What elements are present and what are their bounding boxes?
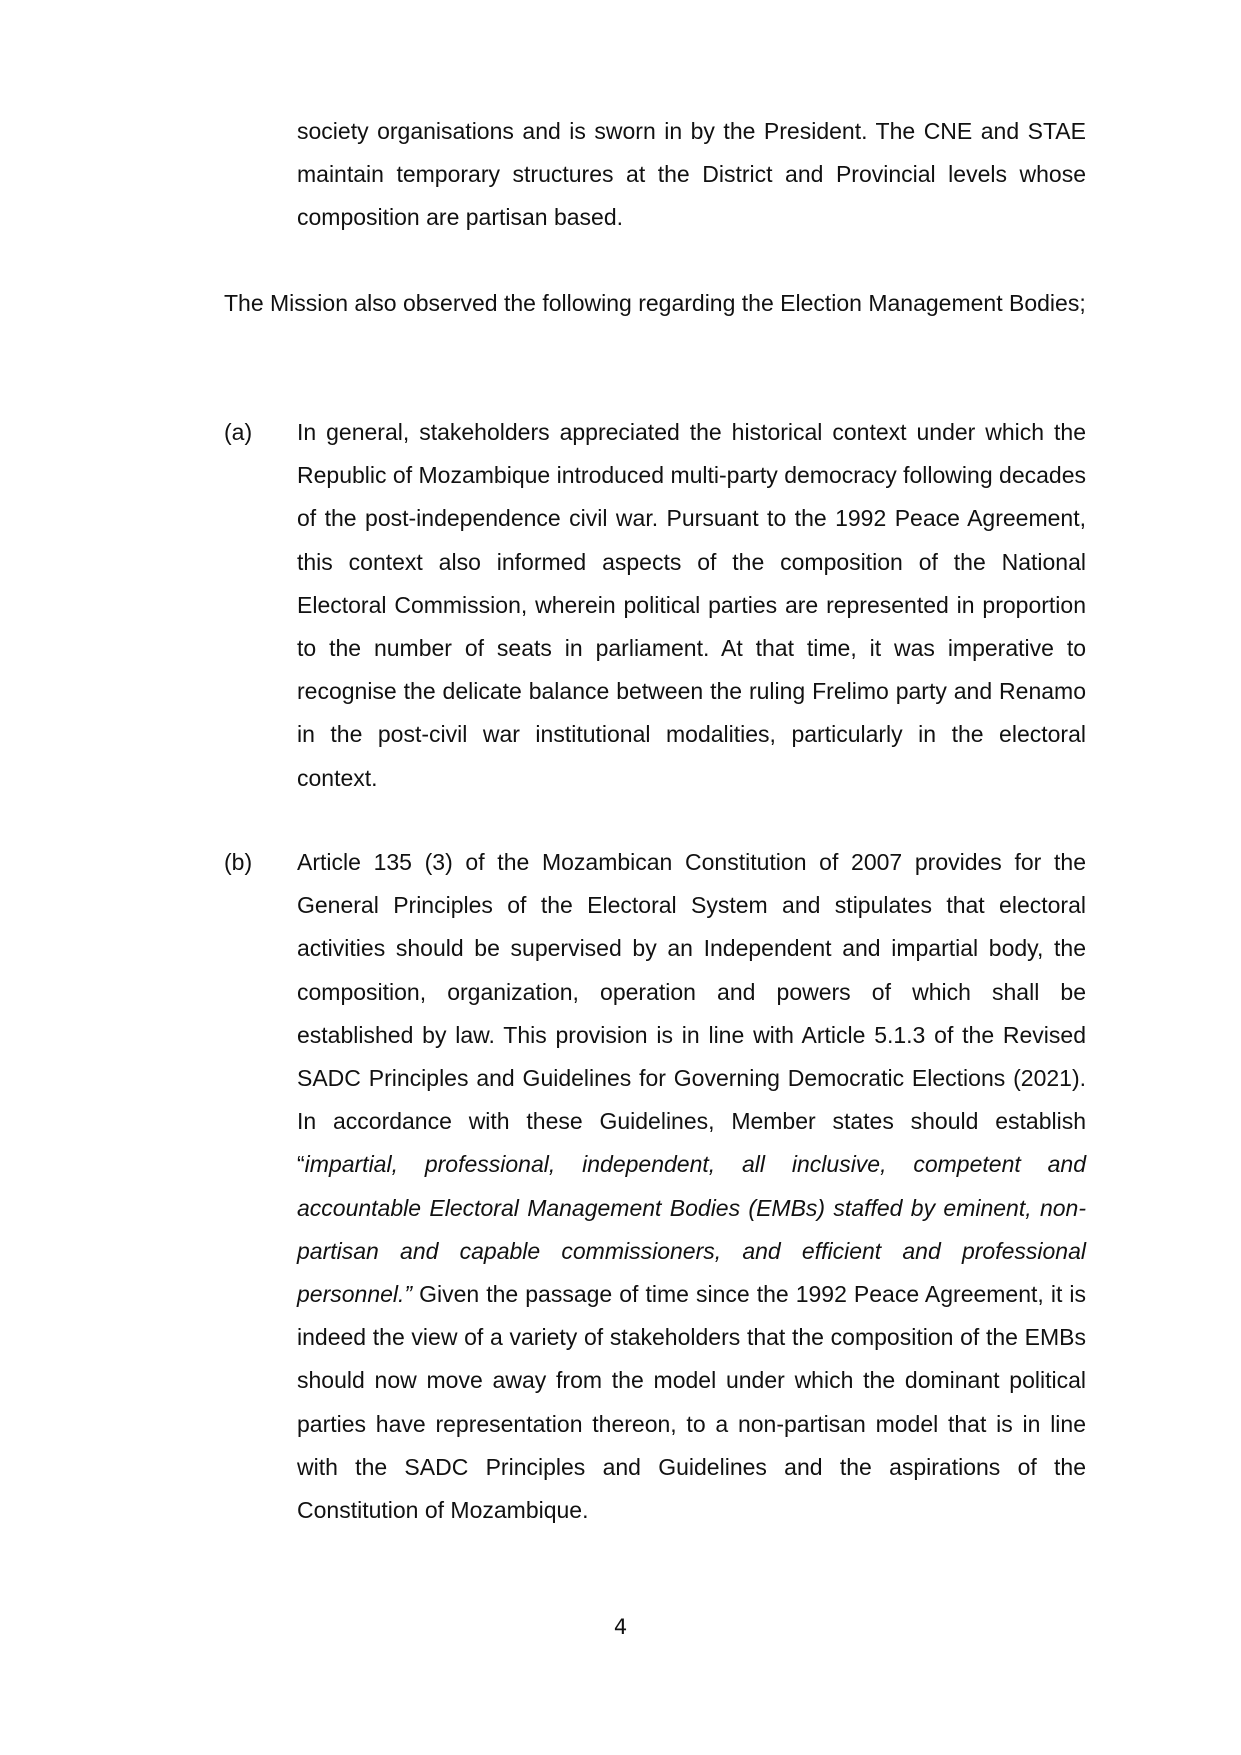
page-number: 4: [613, 1615, 628, 1639]
continuation-paragraph: society organisations and is sworn in by the President. The CNE and STAE maintain temporary structures at the District and Provincial levels whose composition are partisan based.: [297, 118, 1086, 231]
item-b-italic-quote: impartial, professional, independent, all inclusive, competent and accountable Electoral Management Bodies (EMBs) staffed by eminent, non-partisan and capable commissioners, and efficient and professional personnel.”: [297, 1151, 1086, 1308]
list-item-text-a: In general, stakeholders appreciated the historical context under which the Republic of Mozambique introduced multi-party democracy following decades of the post-independence civil war. Pursuant to the 1992 Peace Agreement, this context also informed aspects of the composition of the National Electoral Commission, wherein political parties are represented in proportion to the number of seats in parliament. At that time, it was imperative to recognise the delicate balance between the ruling Frelimo party and Renamo in the post-civil war institutional modalities, particularly in the electoral context.: [297, 419, 1086, 791]
intro-paragraph: The Mission also observed the following regarding the Election Management Bodies;: [224, 290, 1086, 316]
item-b-text-after-quote: Given the passage of time since the 1992 Peace Agreement, it is indeed the view of a variety of stakeholders that the composition of the EMBs should now move away from the model under which the dominant political parties have representation thereon, to a non-partisan model that is in line with the SADC Principles and Guidelines and the aspirations of the Constitution of Mozambique.: [297, 1281, 1086, 1524]
list-item-text-b: [297, 841, 1086, 1532]
item-b-text-before-quote: Article 135 (3) of the Mozambican Constitution of 2007 provides for the General Principles of the Electoral System and stipulates that electoral activities should be supervised by an Independent and impartial body, the composition, organization, operation and powers of which shall be established by law. This provision is in line with Article 5.1.3 of the Revised SADC Principles and Guidelines for Governing Democratic Elections (2021). In accordance with these Guidelines, Member states should establish “: [297, 849, 1086, 1178]
list-item-marker-b: (b): [224, 849, 253, 875]
list-item-marker-a: (a): [224, 419, 253, 445]
